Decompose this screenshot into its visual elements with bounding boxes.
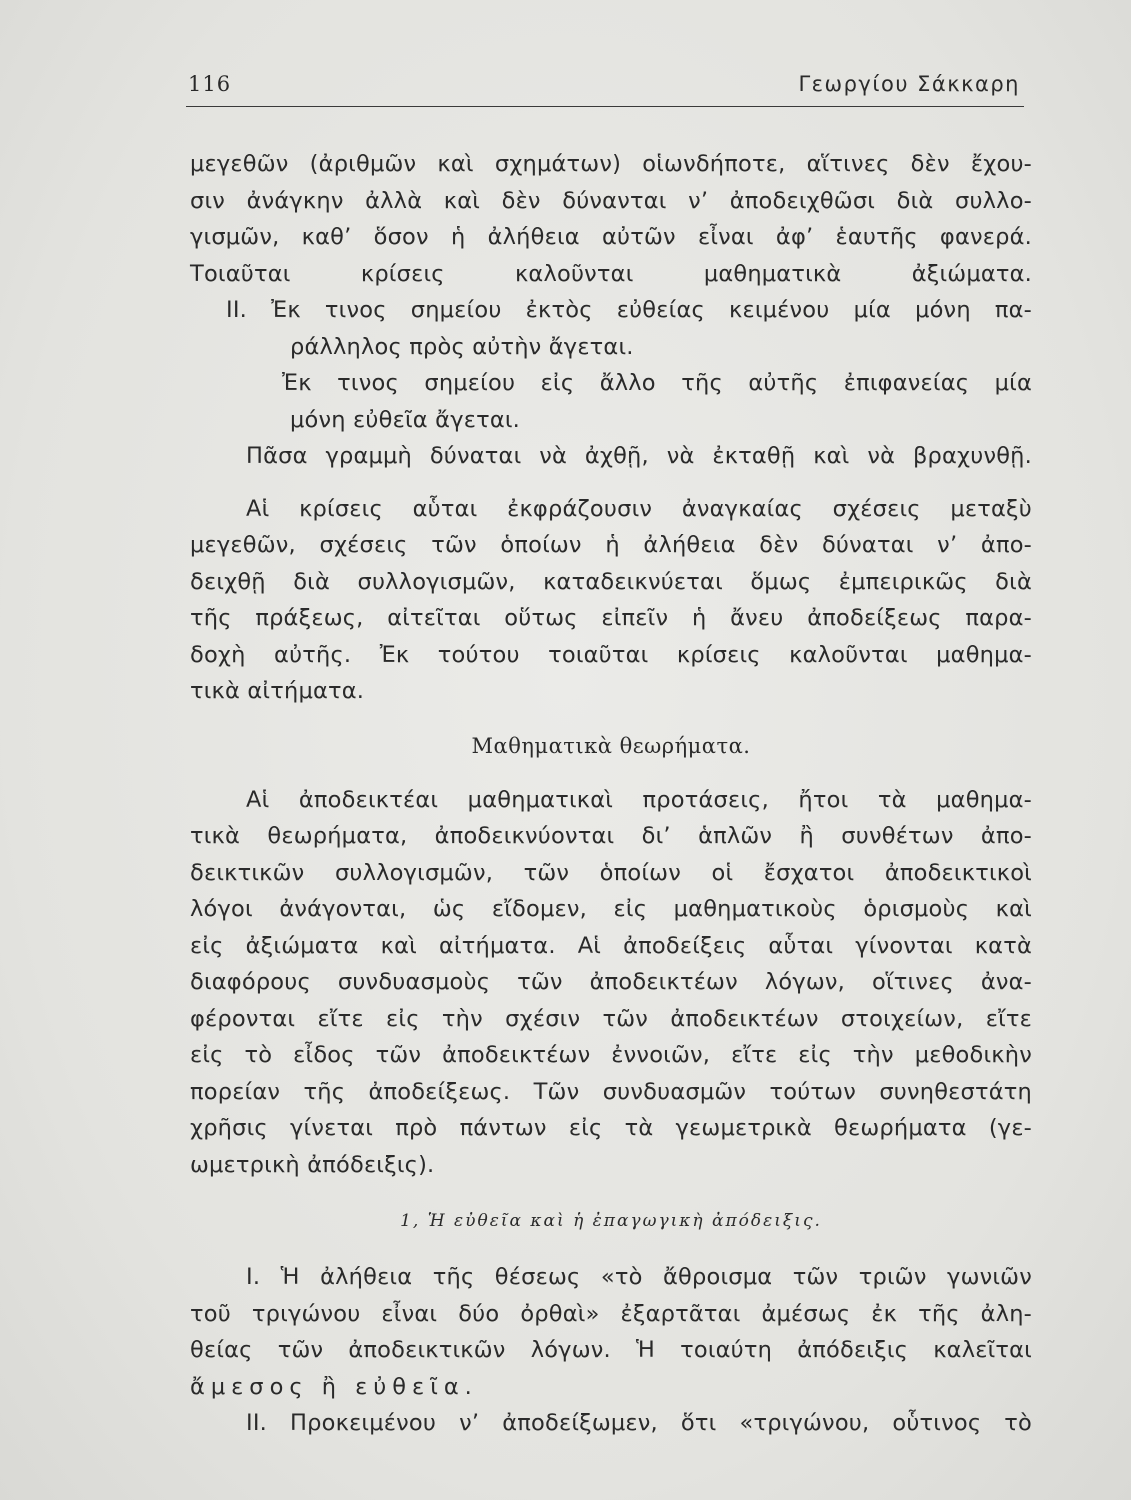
text-line: ράλληλος πρὸς αὐτὴν ἄγεται. [290, 333, 634, 360]
text-line: Ἐκ τινος σημείου εἰς ἄλλο τῆς αὐτῆς ἐπιφανείας μία [282, 370, 1032, 396]
text-line: τῆς πράξεως, αἰτεῖται οὕτως εἰπεῖν ἡ ἄνευ ἀποδείξεως παρα- [190, 605, 1032, 631]
text-line: λόγοι ἀνάγονται, ὡς εἴδομεν, εἰς μαθηματικοὺς ὁρισμοὺς καὶ [190, 896, 1032, 922]
text-line: δοχὴ αὐτῆς. Ἐκ τούτου τοιαῦται κρίσεις καλοῦνται μαθημα- [190, 641, 1032, 668]
spacer [190, 766, 1032, 782]
text-line: Αἱ κρίσεις αὗται ἐκφράζουσιν ἀναγκαίας σχέσεις μεταξὺ [246, 495, 1032, 522]
text-line: ἄμεσος ἢ εὐθεῖα. [190, 1373, 478, 1400]
text-line: δειχθῇ διὰ συλλογισμῶν, καταδεικνύεται ὅμως ἐμπειρικῶς διὰ [190, 568, 1032, 595]
text-line: εἰς τὸ εἶδος τῶν ἀποδεικτέων ἐννοιῶν, εἴτε εἰς τὴν μεθοδικὴν [190, 1042, 1032, 1068]
text-line: τικὰ θεωρήματα, ἀποδεικνύονται δι’ ἁπλῶν ἢ συνθέτων ἀπο- [190, 823, 1032, 849]
text-line: πορείαν τῆς ἀποδείξεως. Τῶν συνδυασμῶν τούτων συνηθεστάτη [190, 1078, 1032, 1105]
text-line: ωμετρικὴ ἀπόδειξις). [190, 1151, 435, 1178]
text-line: τικὰ αἰτήματα. [190, 678, 365, 704]
body-text [190, 146, 1032, 1442]
text-line: τοῦ τριγώνου εἶναι δύο ὀρθαὶ» ἐξαρτᾶται ἀμέσως ἐκ τῆς ἀλη- [190, 1300, 1032, 1327]
page-header [188, 72, 1020, 108]
text-line: I. Ἡ ἀλήθεια τῆς θέσεως «τὸ ἄθροισμα τῶν τριῶν γωνιῶν [246, 1264, 1032, 1290]
text-line: Πᾶσα γραμμὴ δύναται νὰ ἀχθῇ, νὰ ἐκταθῇ καὶ νὰ βραχυνθῇ. [246, 443, 1032, 469]
text-line: χρῆσις γίνεται πρὸ πάντων εἰς τὰ γεωμετρικὰ θεωρήματα (γε- [190, 1115, 1032, 1141]
text-line: θείας τῶν ἀποδεικτικῶν λόγων. Ἡ τοιαύτη ἀπόδειξις καλεῖται [190, 1337, 1032, 1363]
text-line: γισμῶν, καθ’ ὅσον ἡ ἀλήθεια αὐτῶν εἶναι ἀφ’ ἑαυτῆς φανερά. [190, 224, 1032, 250]
text-line: μεγεθῶν, σχέσεις τῶν ὁποίων ἡ ἀλήθεια δὲν δύναται ν’ ἀπο- [190, 532, 1032, 558]
section-subheading: 1, Ἡ εὐθεῖα καὶ ἡ ἐπαγωγικὴ ἀπόδειξις. [400, 1211, 822, 1231]
text-line: Τοιαῦται κρίσεις καλοῦνται μαθηματικὰ ἀξιώματα. [190, 260, 1032, 287]
text-line: II. Προκειμένου ν’ ἀποδείξωμεν, ὅτι «τριγώνου, οὗτινος τὸ [246, 1410, 1032, 1436]
text-line: μεγεθῶν (ἀριθμῶν καὶ σχημάτων) οἱωνδήποτε, αἵτινες δὲν ἔχου- [190, 151, 1032, 177]
spacer [190, 710, 1032, 726]
text-line: εἰς ἀξιώματα καὶ αἰτήματα. Αἱ ἀποδείξεις αὗται γίνονται κατὰ [190, 932, 1032, 959]
spacer [190, 1241, 1032, 1259]
text-line: μόνη εὐθεῖα ἄγεται. [290, 406, 521, 433]
text-line: δεικτικῶν συλλογισμῶν, τῶν ὁποίων οἱ ἔσχατοι ἀποδεικτικοὶ [190, 859, 1032, 886]
running-head: Γεωργίου Σάκκαρη [798, 72, 1020, 96]
section-subheading: Μαθηματικὰ θεωρήματα. [471, 733, 751, 758]
text-line: σιν ἀνάγκην ἀλλὰ καὶ δὲν δύνανται ν’ ἀποδειχθῶσι διὰ συλλο- [190, 187, 1032, 214]
spacer [190, 1183, 1032, 1201]
spacer [190, 475, 1032, 491]
text-line: Αἱ ἀποδεικτέαι μαθηματικαὶ προτάσεις, ἤτοι τὰ μαθημα- [246, 786, 1032, 813]
text-line: φέρονται εἴτε εἰς τὴν σχέσιν τῶν ἀποδεικτέων στοιχείων, εἴτε [190, 1005, 1032, 1032]
text-line: II. Ἐκ τινος σημείου ἐκτὸς εὐθείας κειμένου μία μόνη πα- [226, 297, 1032, 323]
header-rule [186, 106, 1024, 107]
page-number: 116 [188, 72, 232, 96]
text-line: διαφόρους συνδυασμοὺς τῶν ἀποδεικτέων λόγων, οἵτινες ἀνα- [190, 969, 1032, 995]
